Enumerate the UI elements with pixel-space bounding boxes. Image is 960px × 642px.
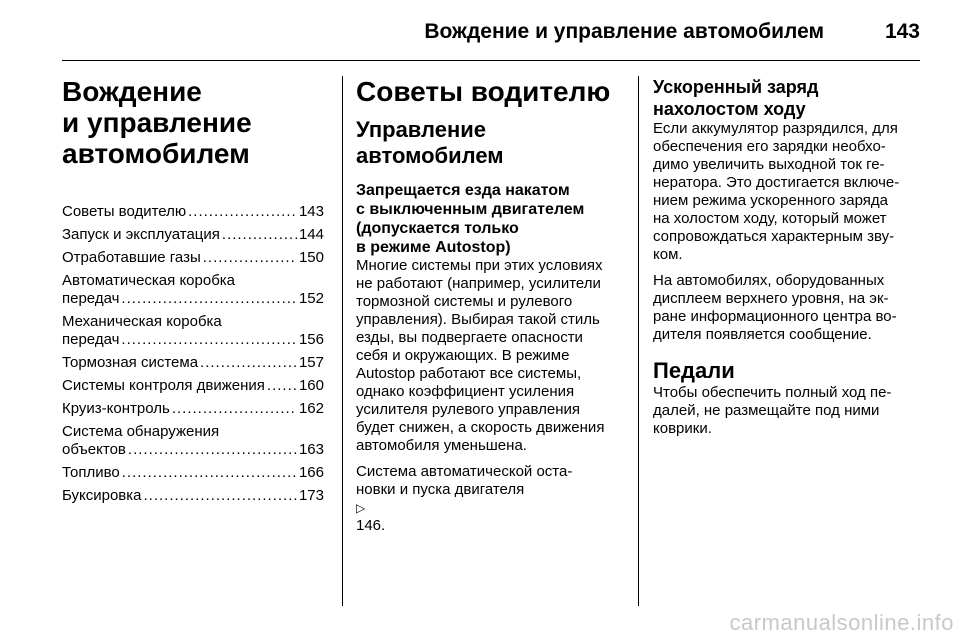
para-line: Система автоматической оста- [356,463,573,480]
toc-line [62,400,324,418]
topic-heading [356,181,626,257]
toc-line [62,203,324,221]
toc-leader-dots [122,464,297,482]
toc-label: Системы контроля движения [62,377,265,394]
para-text: новки и пуска двигателя [356,481,525,498]
toc-line [62,331,324,349]
toc-label-line: Автоматическая коробка [62,272,236,289]
heading-line: (допускается только [356,220,519,237]
toc-page-number[interactable]: 150 [298,249,324,266]
para-line: сопровождаться характерным зву- [653,228,895,245]
para-line: На автомобилях, оборудованных [653,272,885,289]
para-line: на холостом ходу, который может [653,210,887,227]
left-column [62,76,324,510]
column-divider-1 [342,76,343,606]
autostop-reference-paragraph [356,463,626,535]
chapter-title-line: автомобилем [62,138,250,169]
chapter-title-line: Вождение [62,76,202,107]
subsection-title [356,117,626,169]
toc-label-line: Система обнаружения [62,423,220,440]
page-reference[interactable]: 146. [356,517,386,534]
heading-line: холостом ходу [673,99,806,119]
toc-line [62,354,324,372]
coasting-paragraph [356,257,626,455]
toc-leader-dots [267,377,297,395]
subtitle-line: автомобилем [356,143,504,168]
watermark: carmanualsonline.info [729,610,954,635]
para-line: нератора. Это достигается включе- [653,174,900,191]
para-line: не работают (например, усилители [356,275,601,292]
toc-page-number[interactable]: 152 [298,290,324,307]
toc-label: Советы водителю [62,203,187,220]
para-line: Если аккумулятор разрядился, для [653,120,898,137]
para-line: дисплеем верхнего уровня, на эк- [653,290,889,307]
toc-line [62,249,324,267]
table-of-contents [62,203,324,505]
toc-leader-dots [172,400,297,418]
toc-entry[interactable] [62,464,324,482]
toc-entry[interactable] [62,377,324,395]
toc-entry[interactable] [62,272,324,308]
toc-label: Круиз-контроль [62,400,170,417]
chapter-title [62,76,324,169]
para-line: Чтобы обеспечить полный ход пе- [653,384,892,401]
page-reference-icon: ▷ [356,501,366,515]
toc-leader-dots [144,487,297,505]
para-line-with-ref [356,481,626,535]
para-line: езды, вы подвергаете опасности [356,329,583,346]
para-line: далей, не размещайте под ними [653,402,880,419]
toc-page-number[interactable]: 156 [298,331,324,348]
page-number: 143 [884,20,920,43]
toc-label: передач [62,290,120,307]
para-line: коврики. [653,420,712,437]
subtitle-line: Управление [356,117,487,142]
para-line: обеспечения его зарядки необхо- [653,138,886,155]
toc-leader-dots [222,226,297,244]
toc-label: Топливо [62,464,120,481]
toc-leader-dots [128,441,297,459]
para-line: автомобиля уменьшена. [356,437,527,454]
heading-line: с выключенным двигателем [356,201,585,218]
toc-label: Буксировка [62,487,142,504]
para-line: себя и окружающих. В режиме [356,347,570,364]
header-rule [62,60,920,61]
para-line: димо увеличить выходной ток ге- [653,156,885,173]
para-line: Многие системы при этих условиях [356,257,603,274]
toc-label-line: Механическая коробка [62,313,222,330]
para-line: Autostop работают все системы, [356,365,582,382]
toc-leader-dots [200,354,297,372]
toc-leader-dots [203,249,297,267]
toc-page-number[interactable]: 143 [298,203,324,220]
toc-page-number[interactable]: 162 [298,400,324,417]
para-line: ком. [653,246,683,263]
display-message-paragraph [653,272,925,344]
toc-line [62,464,324,482]
toc-label: объектов [62,441,126,458]
toc-leader-dots [121,331,297,349]
toc-page-number[interactable]: 166 [298,464,324,481]
heading-line: Ускоренный заряд на [653,77,819,119]
running-title: Вождение и управление автомобилем [424,20,824,43]
middle-column [356,76,626,543]
toc-line [62,377,324,395]
toc-label: Отработавшие газы [62,249,201,266]
toc-entry[interactable] [62,487,324,505]
para-line: усилителя рулевого управления [356,401,580,418]
right-column [653,76,925,446]
toc-line [62,441,324,459]
toc-page-number[interactable]: 160 [298,377,324,394]
idle-charge-paragraph [653,120,925,264]
toc-entry[interactable] [62,423,324,459]
toc-label: Запуск и эксплуатация [62,226,220,243]
toc-line [62,487,324,505]
para-line: нием режима ускоренного заряда [653,192,888,209]
toc-label: передач [62,331,120,348]
idle-charge-heading [653,76,925,120]
para-line: дителя появляется сообщение. [653,326,872,343]
pedals-heading: Педали [653,358,735,383]
pedals-paragraph [653,384,925,438]
toc-page-number[interactable]: 157 [298,354,324,371]
heading-line: в режиме Autostop) [356,239,511,256]
toc-leader-dots [121,290,297,308]
page-header [0,12,920,52]
para-line: ране информационного центра во- [653,308,897,325]
para-line: однако коэффициент усиления [356,383,575,400]
toc-page-number[interactable]: 173 [298,487,324,504]
toc-entry[interactable] [62,400,324,418]
toc-line [62,290,324,308]
toc-entry[interactable] [62,313,324,349]
section-title: Советы водителю [356,76,611,107]
toc-page-number[interactable]: 144 [298,226,324,243]
toc-entry[interactable] [62,354,324,372]
toc-line [62,226,324,244]
toc-entry[interactable] [62,226,324,244]
column-divider-2 [638,76,639,606]
toc-entry[interactable] [62,249,324,267]
chapter-title-line: и управление [62,107,252,138]
para-line: управления). Выбирая такой стиль [356,311,600,328]
toc-entry[interactable] [62,203,324,221]
para-line: будет снижен, а скорость движения [356,419,605,436]
heading-line: Запрещается езда накатом [356,182,570,199]
toc-label: Тормозная система [62,354,199,371]
toc-page-number[interactable]: 163 [298,441,324,458]
para-line: тормозной системы и рулевого [356,293,573,310]
toc-leader-dots [188,203,297,221]
